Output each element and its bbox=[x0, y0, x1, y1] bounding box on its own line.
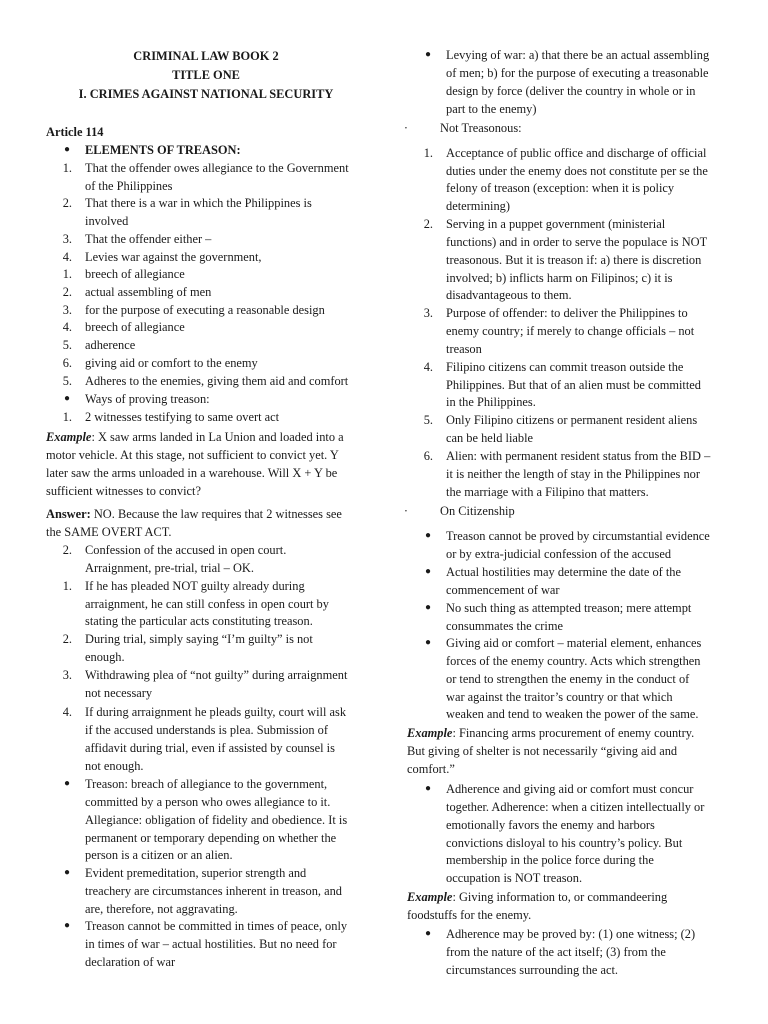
example-3-line-1: : Giving information to, or commandeering bbox=[452, 890, 668, 904]
element-11: Adheres to the enemies, giving them aid and comfort bbox=[85, 374, 349, 388]
confession-4-line-2: if the accused understands is plea. Submission of bbox=[85, 723, 328, 737]
proof-line-1: Treason cannot be proved by circumstantial evidence bbox=[446, 529, 710, 543]
not-treasonous-1-line-1: Acceptance of public office and discharge of official bbox=[446, 146, 707, 160]
proof-line-2: or by extra-judicial confession of the accused bbox=[446, 547, 672, 561]
bullet-marker: ● bbox=[424, 783, 431, 794]
not-treasonous-4-line-2: Philippines. But that of an alien must be committed bbox=[446, 378, 702, 392]
answer-1-line-1: NO. Because the law requires that 2 witnesses see bbox=[90, 507, 342, 521]
bullet-marker: ● bbox=[63, 778, 70, 789]
not-treasonous-5-line-1: Only Filipino citizens or permanent resident aliens bbox=[446, 413, 698, 427]
premeditation-line-2: treachery are circumstances inherent in treason, and bbox=[85, 884, 342, 898]
war-time-line-3: declaration of war bbox=[85, 955, 176, 969]
war-time-line-2: in times of war – actual hostilities. But no need for bbox=[85, 937, 337, 951]
not-treasonous-5-line-2: can be held liable bbox=[446, 431, 534, 445]
element-2-line-2: involved bbox=[85, 214, 129, 228]
element-3: That the offender either – bbox=[85, 232, 212, 246]
bullet-marker: ● bbox=[424, 637, 431, 648]
not-treasonous-3-line-3: treason bbox=[446, 342, 482, 356]
not-treasonous-1-line-3: felony of treason (exception: when it is policy bbox=[446, 181, 675, 195]
bullet-marker: ● bbox=[424, 602, 431, 613]
adherence-line-2: together. Adherence: when a citizen intellectually or bbox=[446, 800, 705, 814]
dot-marker: · bbox=[403, 121, 408, 135]
aid-comfort-line-3: or tend to strengthen the enemy in the conduct of bbox=[446, 672, 690, 686]
example-label: Example bbox=[46, 430, 92, 444]
not-treasonous-2-line-4: involved; b) inflicts harm on Filipinos; c) it is bbox=[446, 271, 673, 285]
bullet-marker: ● bbox=[63, 920, 70, 931]
example-1-line-4: sufficient witnesses to convict? bbox=[46, 484, 201, 498]
element-9: adherence bbox=[85, 338, 136, 352]
confession-4-line-4: not enough. bbox=[85, 759, 144, 773]
way-1: 2 witnesses testifying to same overt act bbox=[85, 410, 280, 424]
treason-def-line-2: committed by a person who owes allegiance to it. bbox=[85, 795, 331, 809]
confession-4-line-3: affidavit during trial, even if assisted by counsel is bbox=[85, 741, 335, 755]
bullet-marker: ● bbox=[63, 144, 70, 155]
adherence-line-6: occupation is NOT treason. bbox=[446, 871, 583, 885]
attempted-line-1: No such thing as attempted treason; mere attempt bbox=[446, 601, 692, 615]
confession-3-line-2: not necessary bbox=[85, 686, 153, 700]
example-label: Example bbox=[407, 890, 453, 904]
not-treasonous-2-line-2: functions) and in order to serve the populace is NOT bbox=[446, 235, 708, 249]
example-1-line-2: motor vehicle. At this stage, not sufficient to convict yet. Y bbox=[46, 448, 339, 462]
example-label: Example bbox=[407, 726, 453, 740]
list-number: 6. bbox=[62, 356, 72, 370]
example-1-line-3: later saw the arms unloaded in a warehouse. Will X + Y be bbox=[46, 466, 338, 480]
element-5: breech of allegiance bbox=[85, 267, 185, 281]
adherence-line-4: convictions disloyal to his country’s policy. But bbox=[446, 836, 683, 850]
aid-comfort-line-4: war against the traitor’s country or that which bbox=[446, 690, 673, 704]
not-treasonous-3-line-1: Purpose of offender: to deliver the Philippines to bbox=[446, 306, 688, 320]
bullet-marker: ● bbox=[63, 393, 70, 404]
levy-line-4: part to the enemy) bbox=[446, 102, 537, 116]
example-2-line-3: comfort.” bbox=[407, 762, 455, 776]
element-7: for the purpose of executing a reasonable design bbox=[85, 303, 325, 317]
list-number: 4. bbox=[62, 250, 72, 264]
list-number: 1. bbox=[62, 161, 72, 175]
confession-1-line-3: stating the particular acts constituting treason. bbox=[85, 614, 313, 628]
article-heading: Article 114 bbox=[46, 125, 104, 139]
confession-1-line-2: arraignment, he can still confess in open court by bbox=[85, 597, 329, 611]
bullet-marker: ● bbox=[424, 49, 431, 60]
levy-line-2: of men; b) for the purpose of executing a treasonable bbox=[446, 66, 709, 80]
element-6: actual assembling of men bbox=[85, 285, 212, 299]
list-number: 3. bbox=[62, 232, 72, 246]
section-title: I. CRIMES AGAINST NATIONAL SECURITY bbox=[78, 87, 334, 101]
list-number: 3. bbox=[62, 668, 72, 682]
not-treasonous-3-line-2: enemy country; if merely to change officials – not bbox=[446, 324, 695, 338]
list-number: 6. bbox=[423, 449, 433, 463]
list-number: 1. bbox=[62, 410, 72, 424]
list-number: 2. bbox=[423, 217, 433, 231]
not-treasonous-1-line-4: determining) bbox=[446, 199, 510, 213]
adherence-proof-line-2: from the nature of the act itself; (3) from the bbox=[446, 945, 666, 959]
not-treasonous-6-line-3: the marriage with a Filipino that matters. bbox=[446, 485, 649, 499]
citizenship-heading: On Citizenship bbox=[440, 504, 515, 518]
element-1-line-1: That the offender owes allegiance to the Government bbox=[85, 161, 349, 175]
list-number: 2. bbox=[62, 543, 72, 557]
treason-def-line-3: Allegiance: obligation of fidelity and obedience. It is bbox=[85, 813, 348, 827]
bullet-marker: ● bbox=[424, 566, 431, 577]
not-treasonous-heading: Not Treasonous: bbox=[440, 121, 522, 135]
list-number: 1. bbox=[423, 146, 433, 160]
list-number: 2. bbox=[62, 285, 72, 299]
element-1-line-2: of the Philippines bbox=[85, 179, 173, 193]
way-2-line-1: Confession of the accused in open court. bbox=[85, 543, 287, 557]
list-number: 3. bbox=[62, 303, 72, 317]
not-treasonous-6-line-2: it is neither the length of stay in the Philippines nor bbox=[446, 467, 700, 481]
list-number: 1. bbox=[62, 267, 72, 281]
adherence-line-3: emotionally favors the enemy and harbors bbox=[446, 818, 655, 832]
confession-1-line-1: If he has pleaded NOT guilty already during bbox=[85, 579, 305, 593]
adherence-proof-line-3: circumstances surrounding the act. bbox=[446, 963, 619, 977]
list-number: 5. bbox=[423, 413, 433, 427]
war-time-line-1: Treason cannot be committed in times of peace, only bbox=[85, 919, 348, 933]
adherence-line-5: membership in the police force during the bbox=[446, 853, 654, 867]
attempted-line-2: consummates the crime bbox=[446, 619, 563, 633]
list-number: 3. bbox=[423, 306, 433, 320]
list-number: 2. bbox=[62, 196, 72, 210]
list-number: 2. bbox=[62, 632, 72, 646]
treason-def-line-1: Treason: breach of allegiance to the government, bbox=[85, 777, 328, 791]
element-4: Levies war against the government, bbox=[85, 250, 262, 264]
list-number: 5. bbox=[62, 374, 72, 388]
levy-line-1: Levying of war: a) that there be an actual assembling bbox=[446, 48, 710, 62]
element-2-line-1: That there is a war in which the Philippines is bbox=[85, 196, 312, 210]
not-treasonous-2-line-3: treasonous. But it is treason if: a) there is discretion bbox=[446, 253, 702, 267]
doc-title: CRIMINAL LAW BOOK 2 bbox=[133, 49, 279, 63]
way-2-line-2: Arraignment, pre-trial, trial – OK. bbox=[85, 561, 254, 575]
aid-comfort-line-5: weaken and tend to weaken the power of the same. bbox=[446, 707, 699, 721]
bullet-marker: ● bbox=[424, 928, 431, 939]
aid-comfort-line-1: Giving aid or comfort – material element, enhances bbox=[446, 636, 702, 650]
dot-marker: · bbox=[403, 504, 408, 518]
confession-2-line-1: During trial, simply saying “I’m guilty” is not bbox=[85, 632, 313, 646]
ways-heading: Ways of proving treason: bbox=[85, 392, 210, 406]
list-number: 4. bbox=[62, 705, 72, 719]
not-treasonous-2-line-5: disadvantageous to them. bbox=[446, 288, 572, 302]
treason-def-line-5: person is a citizen or an alien. bbox=[85, 848, 233, 862]
confession-3-line-1: Withdrawing plea of “not guilty” during arraignment bbox=[85, 668, 348, 682]
title-one: TITLE ONE bbox=[172, 68, 240, 82]
list-number: 1. bbox=[62, 579, 72, 593]
element-8: breech of allegiance bbox=[85, 320, 185, 334]
bullet-marker: ● bbox=[63, 867, 70, 878]
list-number: 4. bbox=[423, 360, 433, 374]
not-treasonous-6-line-1: Alien: with permanent resident status from the BID – bbox=[446, 449, 711, 463]
not-treasonous-1-line-2: duties under the enemy does not constitute per se the bbox=[446, 164, 708, 178]
confession-4-line-1: If during arraignment he pleads guilty, court will ask bbox=[85, 705, 347, 719]
elements-heading: ELEMENTS OF TREASON: bbox=[85, 143, 241, 157]
example-1-line-1: : X saw arms landed in La Union and loaded into a bbox=[91, 430, 344, 444]
levy-line-3: design by force (deliver the country in whole or in bbox=[446, 84, 696, 98]
confession-2-line-2: enough. bbox=[85, 650, 125, 664]
example-2-line-1: : Financing arms procurement of enemy country. bbox=[452, 726, 695, 740]
premeditation-line-1: Evident premeditation, superior strength and bbox=[85, 866, 307, 880]
hostilities-line-1: Actual hostilities may determine the date of the bbox=[446, 565, 682, 579]
not-treasonous-2-line-1: Serving in a puppet government (ministerial bbox=[446, 217, 666, 231]
element-10: giving aid or comfort to the enemy bbox=[85, 356, 258, 370]
premeditation-line-3: are, therefore, not aggravating. bbox=[85, 902, 238, 916]
adherence-line-1: Adherence and giving aid or comfort must concur bbox=[446, 782, 694, 796]
answer-label: Answer: bbox=[46, 507, 91, 521]
answer-1-line-2: the SAME OVERT ACT. bbox=[46, 525, 172, 539]
bullet-marker: ● bbox=[424, 530, 431, 541]
example-3-line-2: foodstuffs for the enemy. bbox=[407, 908, 532, 922]
list-number: 5. bbox=[62, 338, 72, 352]
adherence-proof-line-1: Adherence may be proved by: (1) one witness; (2) bbox=[446, 927, 696, 941]
not-treasonous-4-line-3: in the Philippines. bbox=[446, 395, 536, 409]
example-2-line-2: But giving of shelter is not necessarily “giving aid and bbox=[407, 744, 678, 758]
not-treasonous-4-line-1: Filipino citizens can commit treason outside the bbox=[446, 360, 684, 374]
list-number: 4. bbox=[62, 320, 72, 334]
aid-comfort-line-2: forces of the enemy country. Acts which strengthen bbox=[446, 654, 701, 668]
hostilities-line-2: commencement of war bbox=[446, 583, 560, 597]
treason-def-line-4: permanent or temporary depending on whether the bbox=[85, 831, 337, 845]
